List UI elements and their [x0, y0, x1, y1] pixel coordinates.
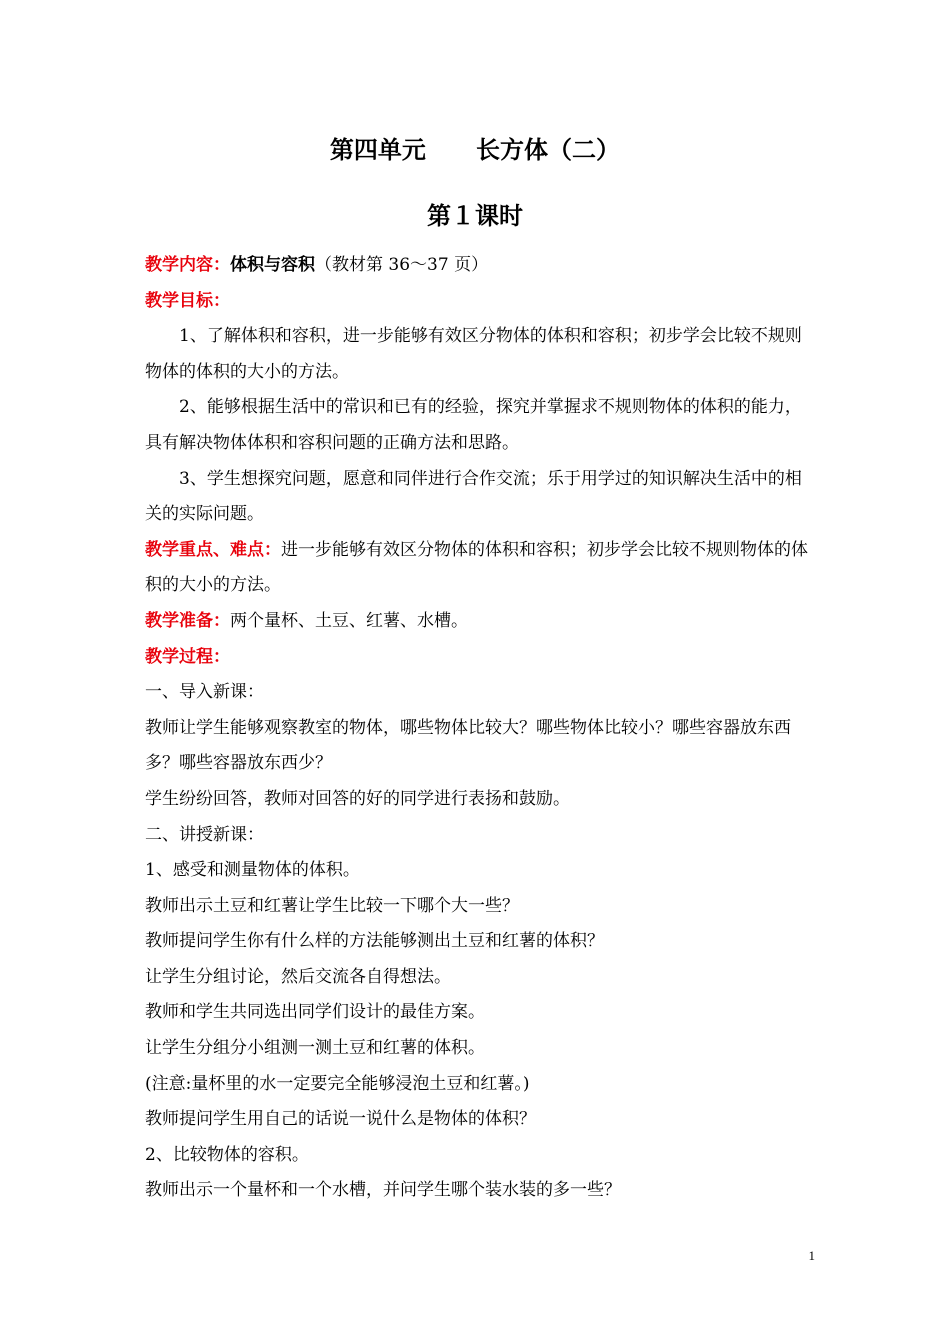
goals-heading	[145, 284, 810, 320]
process-line: 教师和学生共同选出同学们设计的最佳方案。	[145, 1002, 485, 1023]
process-line: 教师提问学生用自己的话说一说什么是物体的体积？	[145, 1109, 536, 1130]
content-label: 教学内容：	[145, 255, 230, 275]
prep-text: 两个量杯、土豆、红薯、水槽。	[230, 610, 468, 631]
keypoints-label: 教学重点、难点：	[145, 539, 281, 560]
page-number: 1	[808, 1248, 815, 1263]
document-body	[145, 248, 810, 1209]
process-line: 让学生分组分小组测一测土豆和红薯的体积。	[145, 1038, 485, 1059]
process-line: 教师出示土豆和红薯让学生比较一下哪个大一些？	[145, 895, 519, 916]
process-line: 教师让学生能够观察教室的物体，哪些物体比较大？哪些物体比较小？哪些容器放东西多？哪些容器放东西少？	[145, 717, 791, 774]
process-label: 教学过程：	[145, 646, 230, 667]
process-heading	[145, 640, 810, 676]
prep-label: 教学准备：	[145, 610, 230, 631]
process-line: (注意:量杯里的水一定要完全能够浸泡土豆和红薯。)	[145, 1073, 530, 1094]
goal-item: 2、能够根据生活中的常识和已有的经验，探究并掌握求不规则物体的体积的能力，具有解决物体体积和容积问题的正确方法和思路。	[145, 397, 802, 453]
process-line: 教师出示一个量杯和一个水槽，并问学生哪个装水装的多一些？	[145, 1180, 621, 1201]
goal-item: 1、了解体积和容积，进一步能够有效区分物体的体积和容积；初步学会比较不规则物体的体积的大小的方法。	[145, 326, 802, 382]
prep-line	[145, 604, 810, 640]
lesson-subtitle: 第１课时	[427, 201, 523, 230]
goal-item: 3、学生想探究问题，愿意和同伴进行合作交流；乐于用学过的知识解决生活中的相关的实际问题。	[145, 468, 802, 525]
content-line	[145, 248, 810, 284]
content-title: 体积与容积	[230, 255, 315, 275]
unit-title: 第四单元 长方体（二）	[329, 135, 621, 164]
process-line: 学生纷纷回答，教师对回答的好的同学进行表扬和鼓励。	[145, 788, 570, 809]
content-pages: （教材第 36～37 页）	[315, 255, 489, 275]
keypoints-line	[145, 533, 810, 604]
process-line: 让学生分组讨论，然后交流各自得想法。	[145, 966, 451, 987]
goals-label: 教学目标：	[145, 290, 230, 311]
process-line: 一、导入新课：	[145, 682, 264, 703]
keypoints-text: 进一步能够有效区分物体的体积和容积；初步学会比较不规则物体的体积的大小的方法。	[145, 539, 808, 596]
process-line: 二、讲授新课：	[145, 824, 264, 845]
process-line: 2、比较物体的容积。	[145, 1144, 309, 1165]
process-line: 教师提问学生你有什么样的方法能够测出土豆和红薯的体积？	[145, 931, 604, 952]
process-line: 1、感受和测量物体的体积。	[145, 860, 360, 881]
